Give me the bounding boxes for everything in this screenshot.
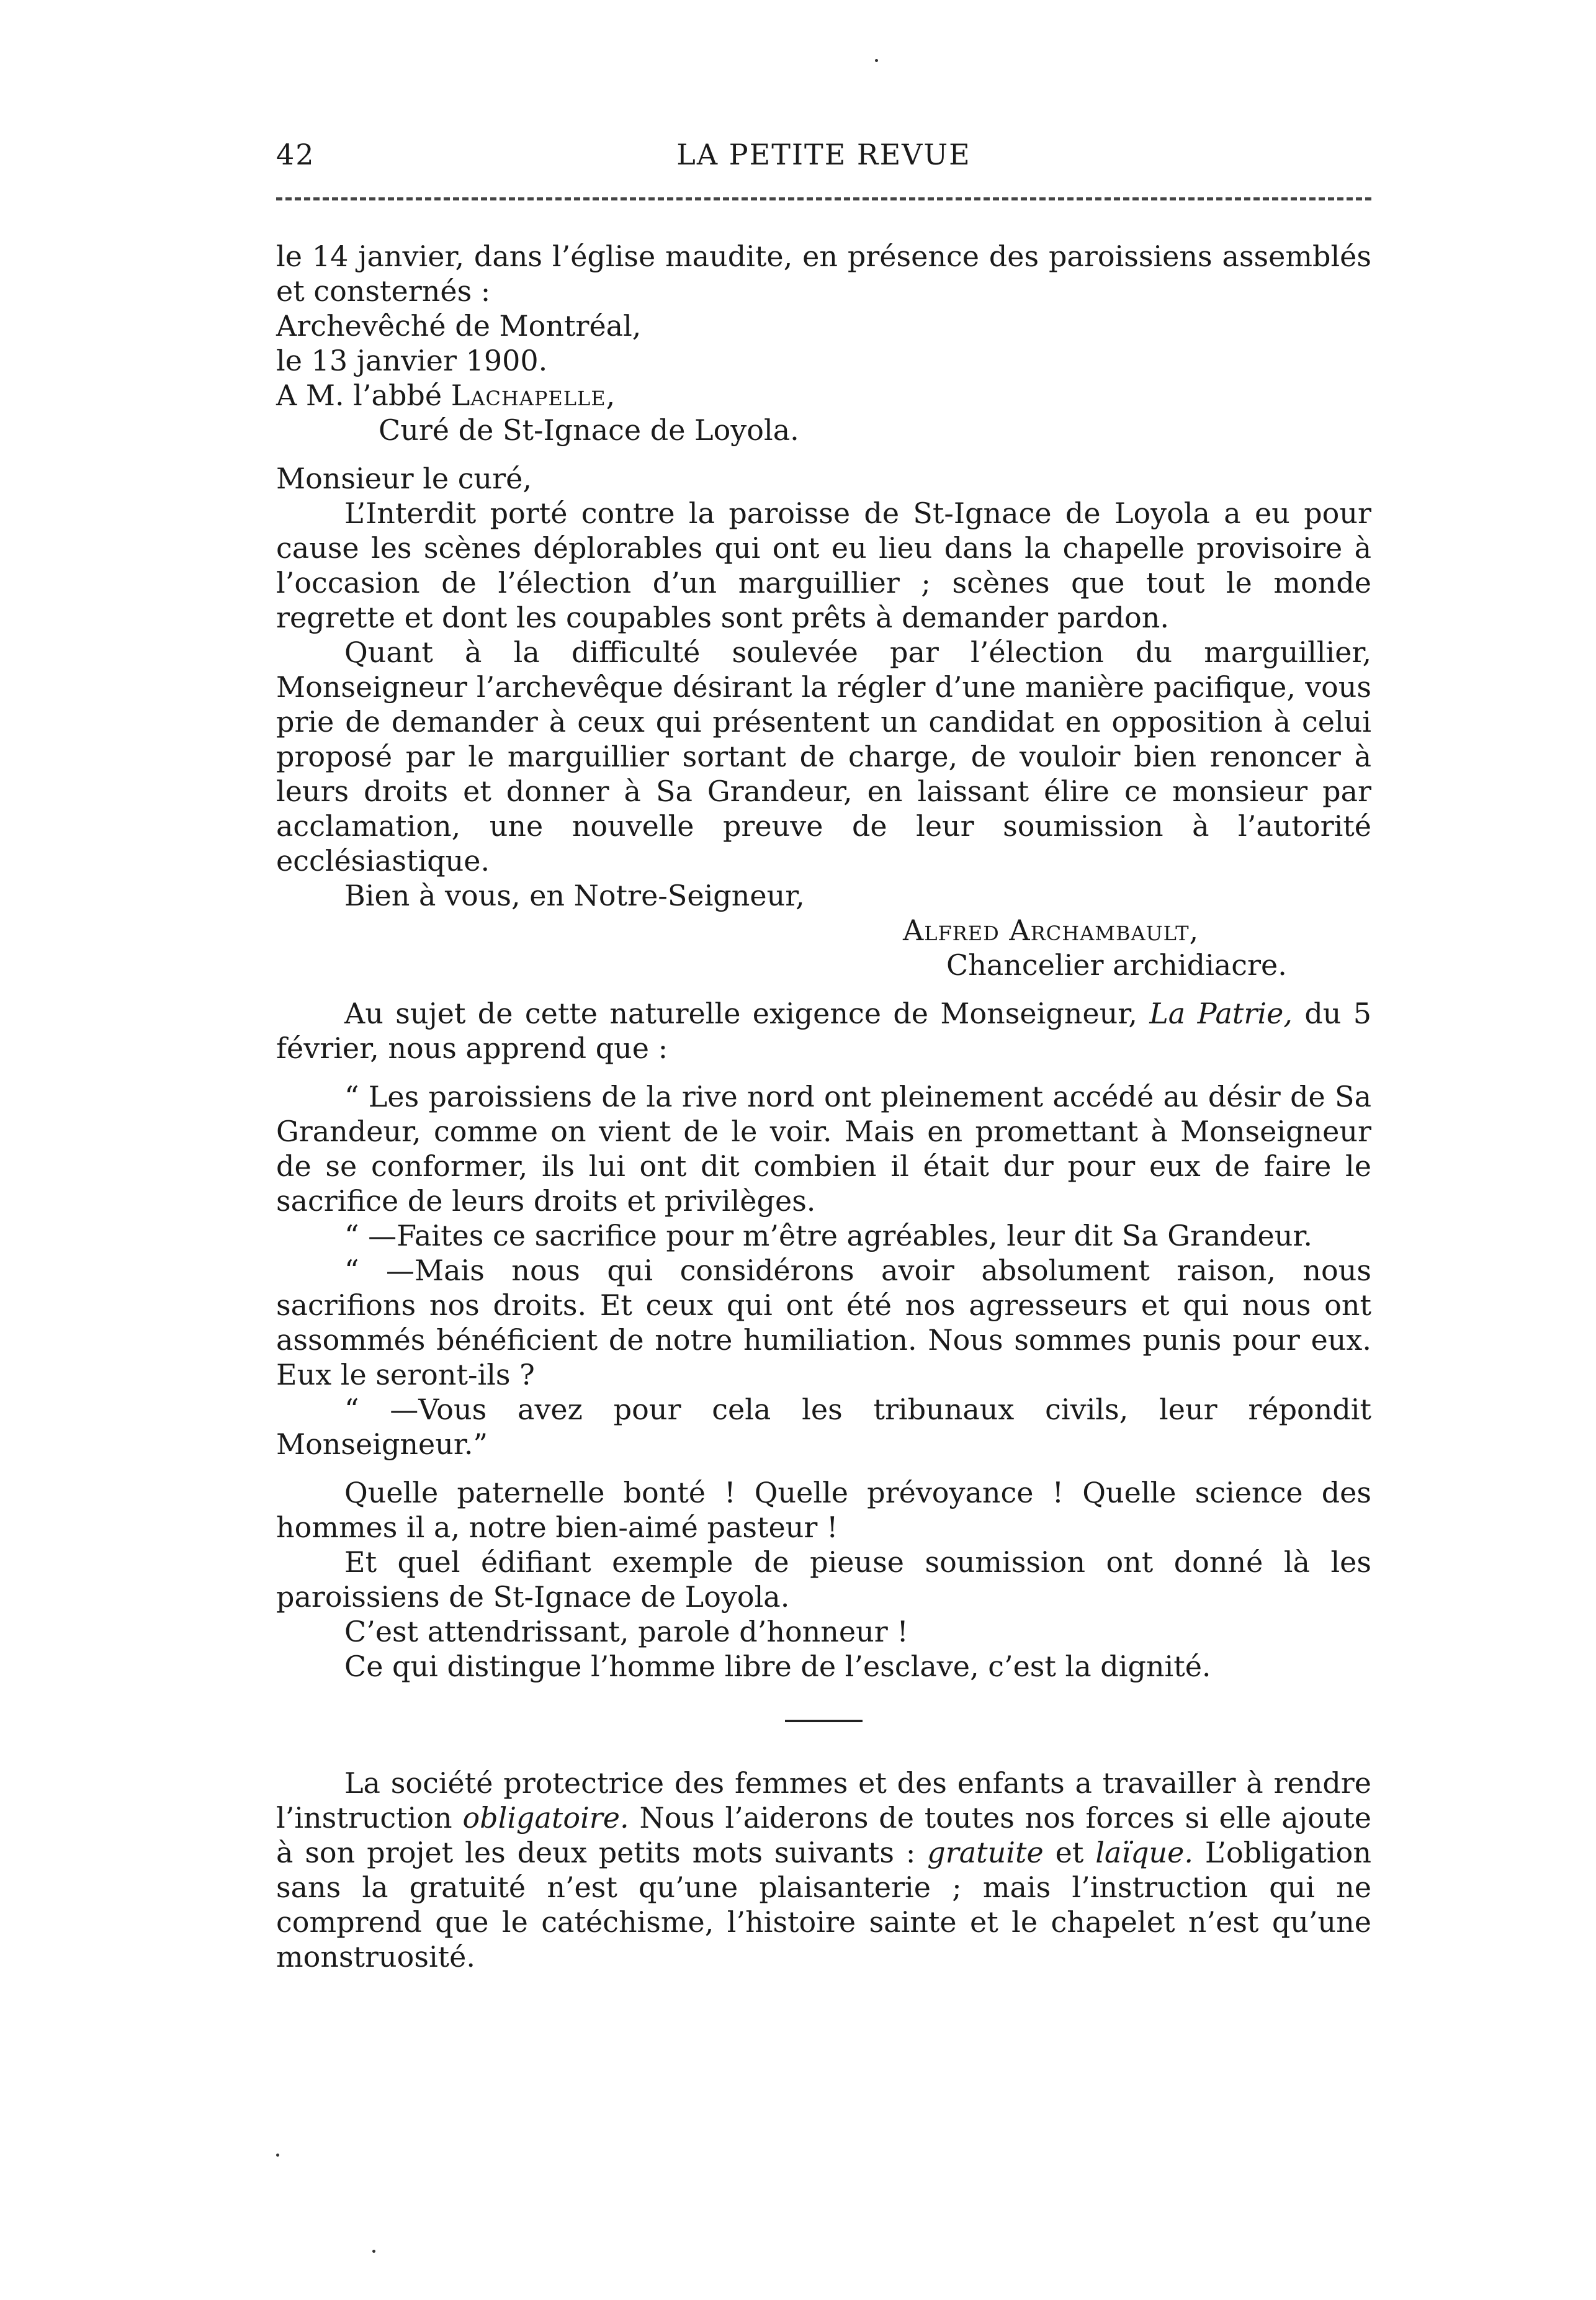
- article-body: [276, 239, 1371, 1974]
- addressee-name: Lachapelle,: [451, 379, 616, 412]
- addressee-title: Curé de St-Ignace de Loyola.: [379, 413, 799, 447]
- letter-paragraph: L’Interdit porté contre la paroisse de St-Ignace de Loyola a eu pour cause les scènes déplorables qui ont eu lieu dans la chapelle provisoire à l’occasion de l’élection d’un marguillier ; scènes que tout le monde regrette et dont les coupables sont prêts à demander pardon.: [276, 496, 1371, 634]
- addressee-prefix: A M. l’abbé: [276, 379, 442, 412]
- intro-paragraph: le 14 janvier, dans l’église maudite, en présence des paroissiens assemblés et consternés :: [276, 240, 1371, 308]
- quote-paragraph: “ —Vous avez pour cela les tribunaux civils, leur répondit Monseigneur.”: [276, 1393, 1371, 1461]
- comment-paragraph: Ce qui distingue l’homme libre de l’esclave, c’est la dignité.: [344, 1650, 1211, 1683]
- salutation: Monsieur le curé,: [276, 462, 532, 495]
- patrie-intro-text: Au sujet de cette naturelle exigence de Monseigneur,: [344, 997, 1137, 1030]
- italic-word-gratuite: gratuite: [927, 1836, 1044, 1869]
- comment-paragraph: Et quel édifiant exemple de pieuse soumission ont donné là les paroissiens de St-Ignace de Loyola.: [276, 1545, 1371, 1614]
- ink-speck: [276, 2154, 279, 2157]
- section-divider: [785, 1720, 863, 1722]
- journal-title: LA PETITE REVUE: [676, 138, 971, 171]
- signature-name-text: Alfred Archambault,: [903, 914, 1199, 947]
- page-number: 42: [276, 138, 315, 171]
- signature-name: [276, 913, 1371, 948]
- patrie-intro-text: du 5 février, nous apprend que :: [276, 997, 1372, 1065]
- societe-paragraph: [276, 1766, 1371, 1974]
- letter-paragraph: Quant à la difficulté soulevée par l’élection du marguillier, Monseigneur l’archevêque désirant la régler d’une manière pacifique, vous prie de demander à ceux qui présentent un candidat en opposition à celui proposé par le marguillier sortant de charge, de vouloir bien renoncer à leurs droits et donner à Sa Grandeur, en laissant élire ce monsieur par acclamation, une nouvelle preuve de leur soumission à l’autorité ecclésiastique.: [276, 636, 1371, 878]
- quote-paragraph: “ Les paroissiens de la rive nord ont pleinement accédé au désir de Sa Grandeur, comme on vient de le voir. Mais en promettant à Monseigneur de se conformer, ils lui ont dit combien il était dur pour eux de faire le sacrifice de leurs droits et privilèges.: [276, 1080, 1371, 1218]
- societe-text: La société protectrice des femmes et des enfants a travailler à rendre l’instruction: [276, 1766, 1371, 1835]
- ink-speck: [372, 2250, 375, 2253]
- italic-word-laique: laïque.: [1095, 1836, 1193, 1869]
- letter-closing: Bien à vous, en Notre-Seigneur,: [344, 879, 805, 912]
- header-rule: [276, 197, 1371, 200]
- dateline-date: le 13 janvier 1900.: [276, 344, 548, 377]
- dateline-place: Archevêché de Montréal,: [276, 309, 642, 343]
- newspaper-name: La Patrie,: [1149, 997, 1293, 1030]
- addressee: [276, 378, 1371, 413]
- signature-title: Chancelier archidiacre.: [946, 948, 1287, 982]
- quote-paragraph: “ —Faites ce sacrifice pour m’être agréables, leur dit Sa Grandeur.: [344, 1219, 1312, 1252]
- societe-text: Nous l’aiderons de toutes nos forces si elle ajoute à son projet les deux petits mots suivants :: [276, 1801, 1372, 1869]
- italic-word-obligatoire: obligatoire.: [462, 1801, 629, 1835]
- ink-speck: [875, 59, 878, 62]
- comment-paragraph: Quelle paternelle bonté ! Quelle prévoyance ! Quelle science des hommes il a, notre bien-aimé pasteur !: [276, 1476, 1371, 1544]
- societe-text: L’obligation sans la gratuité n’est qu’une plaisanterie ; mais l’instruction qui ne comprend que le catéchisme, l’histoire sainte et le chapelet n’est qu’une monstruosité.: [276, 1836, 1371, 1974]
- quote-paragraph: “ —Mais nous qui considérons avoir absolument raison, nous sacrifions nos droits. Et ceux qui ont été nos agresseurs et qui nous ont assommés bénéficient de notre humiliation. Nous sommes punis pour eux. Eux le seront-ils ?: [276, 1254, 1371, 1391]
- patrie-intro: [276, 996, 1371, 1066]
- running-header: [276, 138, 1371, 175]
- comment-paragraph: C’est attendrissant, parole d’honneur !: [344, 1615, 908, 1648]
- societe-text: et: [1055, 1836, 1084, 1869]
